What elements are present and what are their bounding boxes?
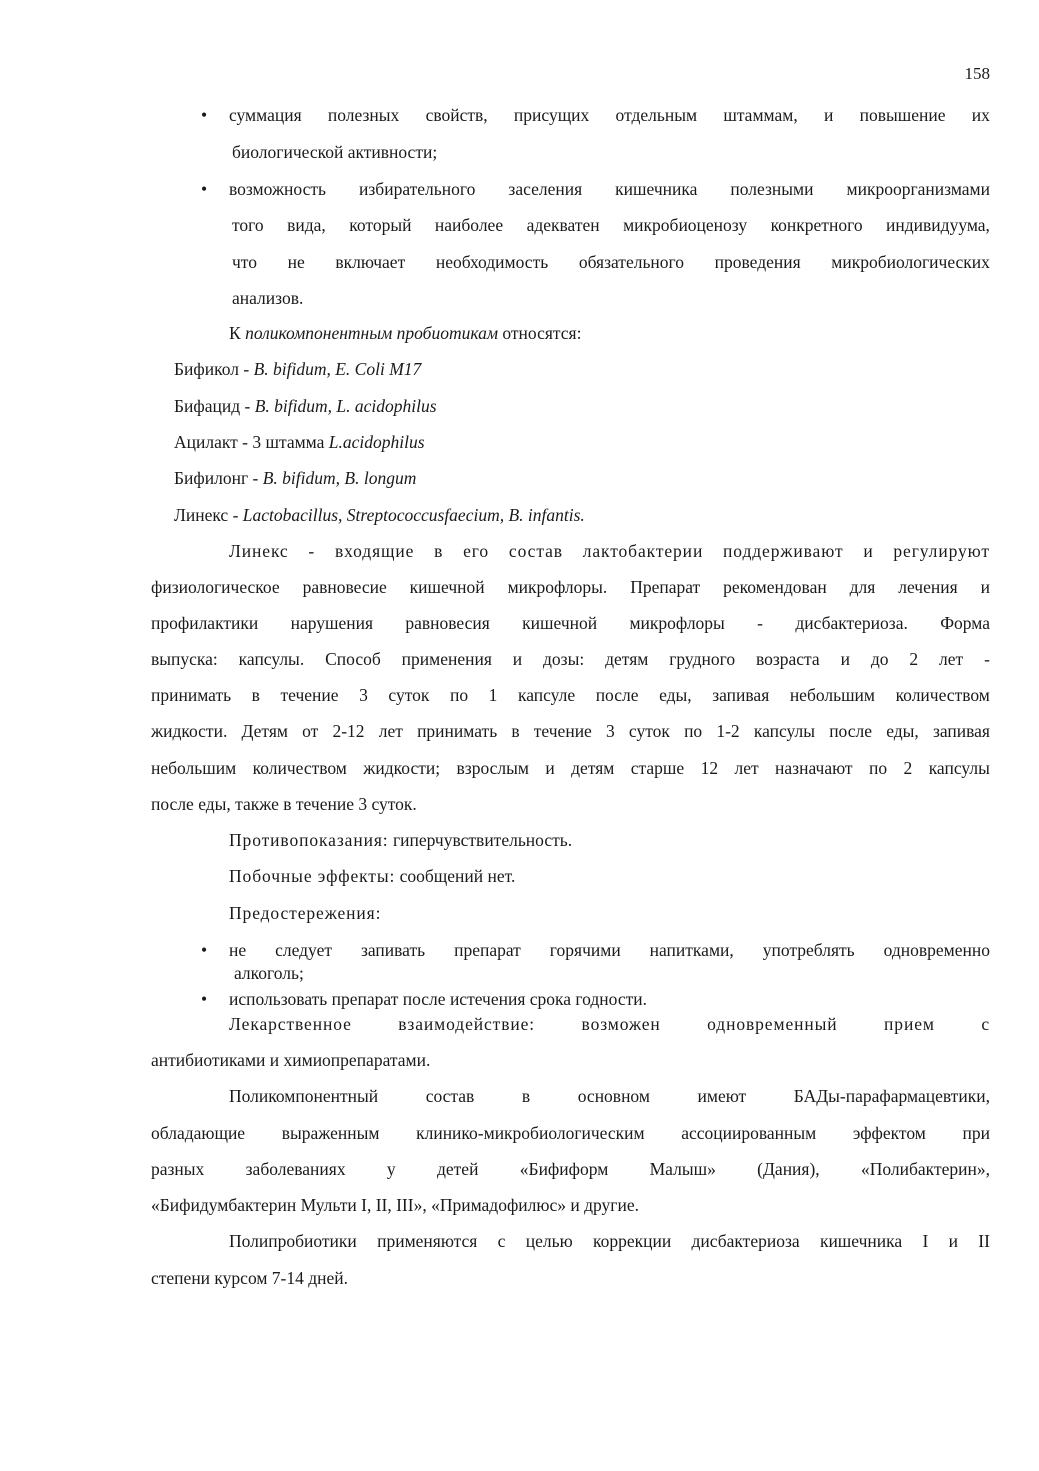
- word: у: [386, 1159, 396, 1179]
- word: старше: [630, 758, 685, 778]
- word: -: [308, 541, 316, 561]
- word: заболеваниях: [245, 1159, 346, 1179]
- intro-prefix: К: [229, 323, 246, 343]
- word: необходимость: [435, 252, 549, 272]
- product-line: [174, 395, 437, 417]
- word: с: [981, 1014, 990, 1034]
- word: -: [757, 613, 763, 633]
- word: заселения: [508, 179, 583, 199]
- word: Малыш»: [649, 1159, 716, 1179]
- word: суток: [628, 721, 670, 741]
- word: II: [978, 1231, 990, 1251]
- word: профилактики: [151, 613, 259, 633]
- word: и: [512, 649, 523, 669]
- paragraph-line: [229, 1085, 990, 1107]
- word: в: [521, 1086, 531, 1106]
- product-name: Бифацид -: [174, 396, 255, 416]
- word: кишечной: [409, 577, 485, 597]
- label: Побочные эффекты:: [229, 866, 396, 886]
- word: кишечной: [522, 613, 598, 633]
- word: имеют: [697, 1086, 747, 1106]
- word: микробиологических: [831, 252, 990, 272]
- product-name: Ацилакт - 3 штамма: [174, 432, 329, 452]
- word: выпуска:: [151, 649, 218, 669]
- word: проведения: [714, 252, 801, 272]
- word: препарат: [454, 940, 521, 960]
- word: детей: [436, 1159, 479, 1179]
- word: рекомендован: [723, 577, 827, 597]
- intro-suffix: относятся:: [498, 323, 582, 343]
- paragraph-line: «Бифидумбактерин Мульти I, II, III», «Примадофилюс» и другие.: [151, 1195, 639, 1215]
- word: и: [823, 105, 834, 125]
- bullet-icon: •: [201, 989, 208, 1009]
- word: Полипробиотики: [229, 1231, 357, 1251]
- word: обязательного: [578, 252, 685, 272]
- word: одновременно: [883, 940, 990, 960]
- page-number: 158: [964, 64, 990, 83]
- paragraph-line: [151, 612, 990, 634]
- word: микрофлоры.: [507, 577, 608, 597]
- word: входящие: [334, 541, 415, 561]
- word: основном: [577, 1086, 650, 1106]
- word: назначают: [775, 758, 853, 778]
- word: одновременный: [707, 1014, 838, 1034]
- word: жидкости.: [151, 721, 228, 741]
- word: 2: [903, 758, 913, 778]
- word: дозы:: [543, 649, 585, 669]
- paragraph-line: [151, 757, 990, 779]
- paragraph-line: [151, 720, 990, 742]
- bullet-line: [229, 178, 990, 200]
- word: 3: [359, 685, 368, 705]
- word: запивая: [712, 685, 770, 705]
- word: БАДы-парафармацевтики,: [793, 1086, 990, 1106]
- word: Лекарственное: [229, 1014, 352, 1034]
- word: свойств,: [425, 105, 488, 125]
- word: микробиоценозу: [623, 215, 748, 235]
- word: лактобактерии: [582, 541, 704, 561]
- word: горячими: [549, 940, 621, 960]
- word: и: [545, 758, 555, 778]
- word: наиболее: [434, 215, 504, 235]
- word: избирательного: [359, 179, 476, 199]
- word: дисбактериоза: [691, 1231, 800, 1251]
- word: запивать: [360, 940, 426, 960]
- word: взаимодействие:: [398, 1014, 536, 1034]
- product-line: [174, 358, 421, 380]
- word: запивая: [932, 721, 990, 741]
- word: суммация: [229, 105, 302, 125]
- word: регулируют: [893, 541, 990, 561]
- word: нарушения: [290, 613, 374, 633]
- paragraph-line: [229, 1230, 990, 1252]
- paragraph-line: [229, 540, 990, 562]
- word: Способ: [325, 649, 381, 669]
- word: ассоциированным: [681, 1123, 817, 1143]
- interaction-line: [229, 1013, 990, 1035]
- word: по: [449, 685, 469, 705]
- word: не: [229, 940, 247, 960]
- word: взрослым: [456, 758, 529, 778]
- word: грудного: [669, 649, 736, 669]
- word: адекватен: [526, 215, 600, 235]
- word: индивидуума,: [886, 215, 990, 235]
- word: 2-12: [332, 721, 365, 741]
- word: суток: [388, 685, 430, 705]
- word: с: [497, 1231, 506, 1251]
- word: 1-2: [716, 721, 740, 741]
- text: гиперчувствительность.: [388, 830, 573, 850]
- word: отдельным: [615, 105, 698, 125]
- word: целью: [525, 1231, 573, 1251]
- paragraph-line: [151, 684, 990, 706]
- word: 3: [606, 721, 615, 741]
- word: применяются: [377, 1231, 478, 1251]
- word: капсулы: [928, 758, 990, 778]
- word: состав: [425, 1086, 475, 1106]
- bullet-line: [232, 251, 990, 273]
- word: Форма: [940, 613, 990, 633]
- intro-italic: поликомпонентным пробиотикам: [245, 323, 499, 343]
- word: 12: [700, 758, 719, 778]
- product-name: Линекс -: [174, 505, 243, 525]
- precaution-line: использовать препарат после истечения срока годности.: [229, 989, 648, 1009]
- word: по: [869, 758, 888, 778]
- product-name: Бифилонг -: [174, 468, 263, 488]
- word: Линекс: [229, 541, 289, 561]
- word: коррекции: [592, 1231, 672, 1251]
- word: повышение: [859, 105, 946, 125]
- word: еды,: [659, 685, 692, 705]
- word: и: [980, 577, 990, 597]
- label: Противопоказания:: [229, 830, 389, 850]
- word: состав: [508, 541, 563, 561]
- word: штаммам,: [723, 105, 798, 125]
- word: физиологическое: [151, 577, 280, 597]
- word: и: [863, 541, 874, 561]
- intro-line: [229, 322, 581, 344]
- word: конкретного: [770, 215, 863, 235]
- bullet-line: [229, 104, 990, 126]
- word: по: [684, 721, 703, 741]
- word: I: [922, 1231, 929, 1251]
- word: лет: [734, 758, 759, 778]
- bullet-line: биологической активности;: [232, 142, 438, 162]
- word: микрофлоры: [629, 613, 725, 633]
- product-strains: B. bifidum, L. acidophilus: [254, 396, 437, 416]
- word: принимать: [151, 685, 232, 705]
- interaction-line: антибиотиками и химиопрепаратами.: [151, 1050, 431, 1070]
- word: который: [349, 215, 412, 235]
- product-strains: B. bifidum, E. Coli M17: [253, 359, 422, 379]
- paragraph-line: [151, 576, 990, 598]
- word: -: [984, 649, 990, 669]
- word: не: [287, 252, 305, 272]
- word: эффектом: [852, 1123, 926, 1143]
- word: капсуле: [517, 685, 576, 705]
- word: после: [595, 685, 639, 705]
- word: поддерживают: [723, 541, 844, 561]
- product-line: [174, 431, 425, 453]
- word: и: [840, 649, 850, 669]
- side-effects-line: [229, 865, 515, 887]
- word: принимать: [417, 721, 498, 741]
- word: возможен: [581, 1014, 661, 1034]
- word: от: [302, 721, 319, 741]
- word: еды,: [886, 721, 919, 741]
- word: что: [232, 252, 257, 272]
- word: лет: [939, 649, 964, 669]
- word: включает: [335, 252, 406, 272]
- word: кишечника: [615, 179, 698, 199]
- precaution-line: алкоголь;: [234, 963, 304, 983]
- word: его: [463, 541, 490, 561]
- word: возраста: [755, 649, 820, 669]
- word: и: [948, 1231, 958, 1251]
- product-line: [174, 504, 585, 526]
- word: лет: [378, 721, 403, 741]
- word: следует: [275, 940, 332, 960]
- word: 2: [909, 649, 919, 669]
- word: напитками,: [649, 940, 734, 960]
- word: детям: [571, 758, 615, 778]
- product-line: [174, 467, 416, 489]
- precaution-line: [229, 939, 990, 961]
- text: сообщений нет.: [395, 866, 516, 886]
- product-strains: B. bifidum, B. longum: [262, 468, 417, 488]
- word: «Бифиформ: [519, 1159, 609, 1179]
- word: присущих: [513, 105, 590, 125]
- word: течение: [280, 685, 339, 705]
- word: возможность: [229, 179, 326, 199]
- word: того: [232, 215, 264, 235]
- contraindications-line: [229, 829, 572, 851]
- word: течение: [533, 721, 592, 741]
- word: разных: [151, 1159, 205, 1179]
- word: Препарат: [630, 577, 701, 597]
- word: выраженным: [281, 1123, 380, 1143]
- word: Детям: [241, 721, 288, 741]
- word: небольшим: [789, 685, 875, 705]
- word: капсулы.: [238, 649, 305, 669]
- product-strains: L.acidophilus: [328, 432, 425, 452]
- word: для: [849, 577, 876, 597]
- product-strains: Lactobacillus, Streptococcusfaecium, B. infantis.: [242, 505, 585, 525]
- paragraph-line: [151, 648, 990, 670]
- word: капсулы: [753, 721, 816, 741]
- word: при: [962, 1123, 990, 1143]
- word: Поликомпонентный: [229, 1086, 379, 1106]
- word: (Дания),: [757, 1159, 820, 1179]
- word: количеством: [252, 758, 347, 778]
- word: в: [251, 685, 260, 705]
- word: полезными: [730, 179, 814, 199]
- paragraph-line: [151, 1122, 990, 1144]
- word: применения: [401, 649, 492, 669]
- word: небольшим: [151, 758, 237, 778]
- word: количеством: [895, 685, 990, 705]
- word: употреблять: [762, 940, 855, 960]
- word: 1: [488, 685, 498, 705]
- paragraph-line: степени курсом 7-14 дней.: [151, 1268, 349, 1288]
- word: кишечника: [819, 1231, 903, 1251]
- word: дисбактериоза.: [795, 613, 908, 633]
- paragraph-line: после еды, также в течение 3 суток.: [151, 794, 417, 814]
- word: до: [870, 649, 889, 669]
- bullet-icon: •: [201, 940, 208, 960]
- word: после: [829, 721, 873, 741]
- bullet-line: [232, 214, 990, 236]
- word: равновесие: [302, 577, 387, 597]
- paragraph-line: [151, 1158, 990, 1180]
- word: прием: [884, 1014, 935, 1034]
- precautions-label: Предостережения:: [229, 903, 382, 923]
- word: «Полибактерин»,: [861, 1159, 990, 1179]
- word: в: [434, 541, 444, 561]
- product-name: Бификол -: [174, 359, 254, 379]
- word: обладающие: [151, 1123, 246, 1143]
- word: лечения: [898, 577, 958, 597]
- word: жидкости;: [363, 758, 441, 778]
- word: в: [511, 721, 520, 741]
- word: равновесия: [405, 613, 490, 633]
- word: микроорганизмами: [846, 179, 990, 199]
- bullet-icon: •: [201, 105, 208, 125]
- bullet-icon: •: [201, 179, 208, 199]
- word: полезных: [327, 105, 400, 125]
- word: клинико-микробиологическим: [416, 1123, 645, 1143]
- word: их: [971, 105, 990, 125]
- bullet-line: анализов.: [232, 288, 304, 308]
- word: вида,: [287, 215, 326, 235]
- word: детям: [605, 649, 649, 669]
